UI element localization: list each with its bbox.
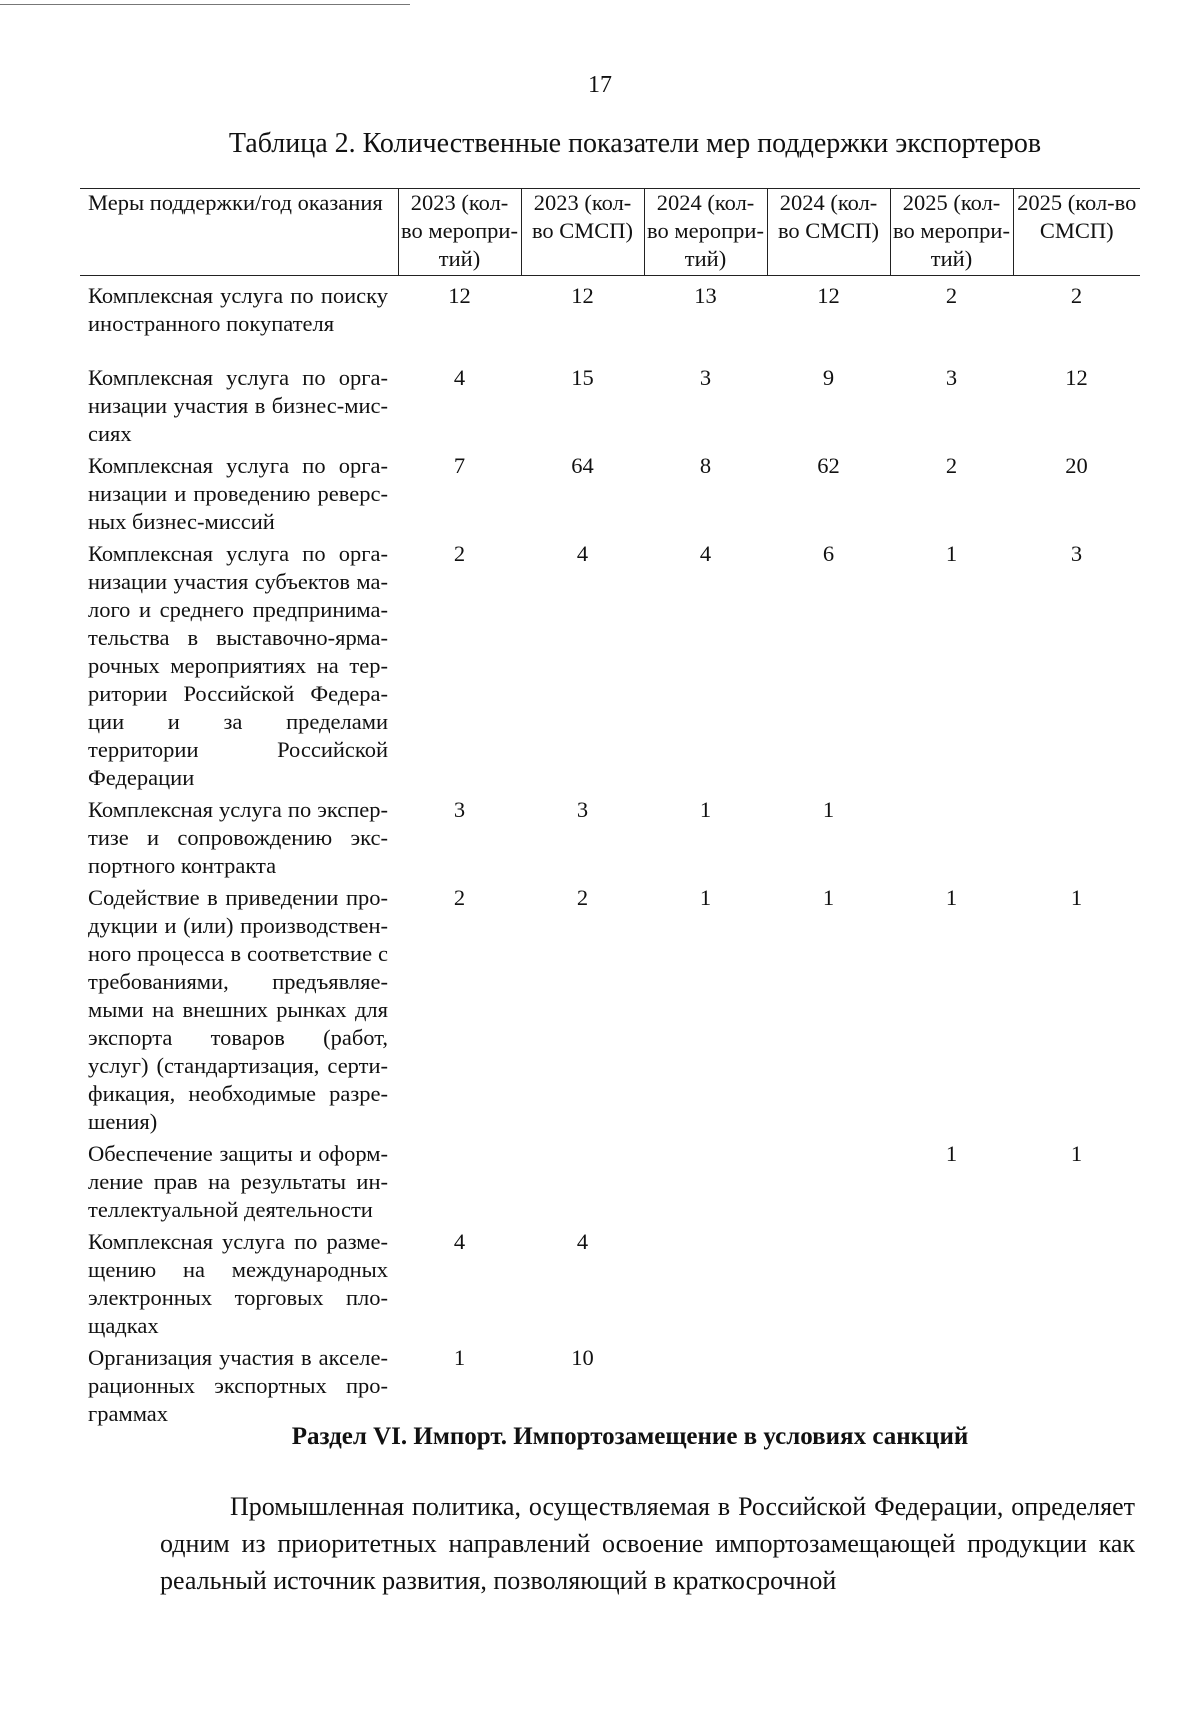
value-cell: 1 [945,885,958,910]
table-row [80,450,1140,538]
measure-cell: Содействие в приведении про-дукции и (или) производствен-ного процесса в соответствие с требованиями, предъявляе-мыми на внешних рынках для экспорта товаров (работ, услуг) (стандартизация, серти-фикация, необходимые разре-шения) [88,885,388,1134]
table-row [80,794,1140,882]
value-cell: 6 [822,541,835,566]
header-2024-events: 2024 (кол-во меропри-тий) [644,189,767,276]
measure-cell: Комплексная услуга по орга-низации участия субъектов ма-лого и среднего предпринима-тельства в выставочно-ярма-рочных мероприятиях на тер-ритории Российской Федера-ции и за пределами территории Российской Федерации [88,541,388,790]
measure-cell: Комплексная услуга по поиску иностранного покупателя [88,283,388,336]
value-cell [644,1226,767,1342]
value-cell: 3 [945,365,958,390]
value-cell [890,794,1013,882]
value-cell: 20 [1065,453,1088,478]
value-cell: 12 [571,283,594,308]
value-cell: 3 [699,365,712,390]
measure-cell: Комплексная услуга по разме-щению на международных электронных торговых пло-щадках [88,1229,388,1338]
value-cell: 2 [453,541,466,566]
support-measures-table [80,188,1140,1430]
table-row [80,276,1140,363]
value-cell: 1 [945,1141,958,1166]
measure-cell: Организация участия в акселе-рационных экспортных про-граммах [88,1345,388,1426]
value-cell: 10 [571,1345,594,1370]
value-cell: 15 [571,365,594,390]
value-cell: 3 [1070,541,1083,566]
value-cell: 12 [1065,365,1088,390]
value-cell [767,1342,890,1430]
value-cell [398,1138,521,1226]
value-cell [1013,794,1140,882]
table-row [80,1226,1140,1342]
value-cell: 3 [576,797,589,822]
measure-cell: Комплексная услуга по орга-низации и проведению реверс-ных бизнес-миссий [88,453,388,534]
header-2025-events: 2025 (кол-во меропри-тий) [890,189,1013,276]
value-cell: 12 [448,283,471,308]
value-cell: 1 [453,1345,466,1370]
value-cell: 12 [817,283,840,308]
value-cell: 7 [453,453,466,478]
value-cell: 13 [694,283,717,308]
measure-cell: Комплексная услуга по орга-низации участия в бизнес-мис-сиях [88,365,388,446]
value-cell: 4 [576,1229,589,1254]
value-cell: 1 [1070,885,1083,910]
value-cell: 2 [945,453,958,478]
value-cell [767,1226,890,1342]
body-paragraph: Промышленная политика, осуществляемая в Российской Федерации, определяет одним из приоритетных направлений освоение импортозамещающей продукции как реальный источник развития, позволяющий в краткосрочной [160,1492,1135,1595]
section-heading: Раздел VI. Импорт. Импортозамещение в условиях санкций [291,1423,969,1450]
value-cell: 1 [822,797,835,822]
value-cell: 2 [453,885,466,910]
value-cell: 62 [817,453,840,478]
value-cell: 1 [699,885,712,910]
table-row [80,1138,1140,1226]
measure-cell: Обеспечение защиты и оформ-ление прав на результаты ин-теллектуальной деятельности [88,1141,388,1222]
measure-cell: Комплексная услуга по экспер-тизе и сопровождению экс-портного контракта [88,797,388,878]
value-cell: 9 [822,365,835,390]
header-2025-smsp: 2025 (кол-во СМСП) [1013,189,1140,276]
value-cell [644,1138,767,1226]
value-cell [644,1342,767,1430]
table-row [80,538,1140,794]
value-cell: 1 [945,541,958,566]
scan-edge-line [0,4,410,5]
value-cell: 64 [571,453,594,478]
value-cell [521,1138,644,1226]
value-cell: 4 [453,365,466,390]
table-header-row [80,189,1140,276]
page-number: 17 [588,72,612,98]
value-cell: 8 [699,453,712,478]
table-caption: Таблица 2. Количественные показатели мер поддержки экспортеров [228,128,1042,159]
value-cell: 1 [699,797,712,822]
value-cell: 1 [1070,1141,1083,1166]
header-2024-smsp: 2024 (кол-во СМСП) [767,189,890,276]
table-row [80,882,1140,1138]
table-row [80,1342,1140,1430]
value-cell: 3 [453,797,466,822]
value-cell: 2 [945,283,958,308]
value-cell: 1 [822,885,835,910]
header-measure: Меры поддержки/год оказания [80,189,398,276]
header-2023-smsp: 2023 (кол-во СМСП) [521,189,644,276]
value-cell [1013,1226,1140,1342]
value-cell [890,1342,1013,1430]
value-cell: 2 [576,885,589,910]
value-cell [890,1226,1013,1342]
value-cell: 4 [453,1229,466,1254]
header-2023-events: 2023 (кол-во меропри-тий) [398,189,521,276]
value-cell: 4 [576,541,589,566]
value-cell [767,1138,890,1226]
table-row [80,362,1140,450]
value-cell: 2 [1070,283,1083,308]
value-cell [1013,1342,1140,1430]
value-cell: 4 [699,541,712,566]
